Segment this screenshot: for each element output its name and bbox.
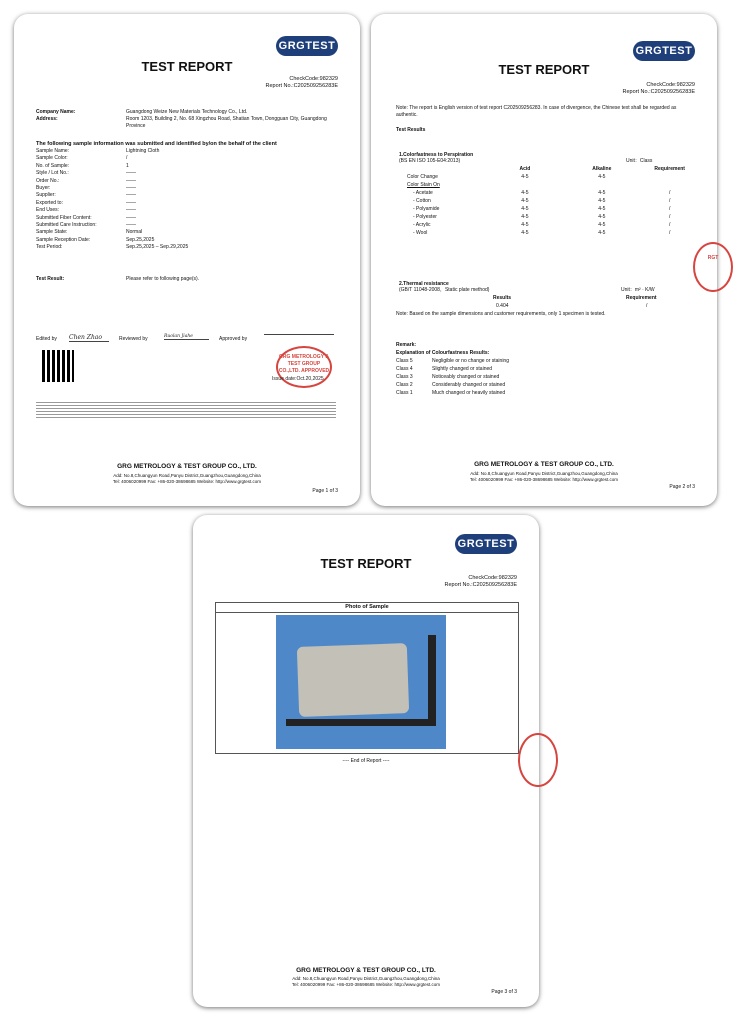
field-value: ——: [126, 222, 136, 228]
qr-code-icon: [42, 350, 74, 382]
colorfastness-table: [399, 165, 699, 237]
table-cell: /: [668, 190, 671, 196]
table-cell: [640, 181, 699, 189]
field-label: Submitted Care Instruction:: [36, 222, 97, 228]
report-page-2: [371, 14, 717, 506]
photo-of-sample-box: [215, 602, 519, 754]
table-cell: Color Stain On: [407, 182, 440, 188]
table-cell: 4-5: [521, 190, 529, 196]
page-seal-stamp: [518, 733, 558, 787]
column-header: Requirement: [654, 166, 685, 172]
footer-company: GRG METROLOGY & TEST GROUP CO., LTD.: [474, 461, 614, 468]
class-label: Class 2: [396, 382, 413, 388]
issue-date: Issue date:Oct.20,2025: [272, 376, 324, 382]
section1-standard: (BS EN ISO 105-E04:2013): [399, 158, 461, 164]
field-label: Exported to:: [36, 199, 63, 206]
table-cell: /: [668, 222, 671, 228]
table-cell: /: [668, 230, 671, 236]
table-row: [399, 205, 699, 213]
end-of-report: ---- End of Report ----: [342, 758, 390, 764]
report-number: Report No.:C202509256283E: [444, 582, 517, 588]
table-cell: 4-5: [598, 230, 606, 236]
sample-cloth: [297, 643, 409, 717]
table-cell: Color Change: [407, 174, 438, 180]
class-label: Class 3: [396, 374, 413, 380]
unit-thermal: Unit：m² · K/W: [621, 287, 655, 293]
thermal-result: 0.404: [496, 303, 509, 309]
table-row: [399, 197, 699, 205]
page-title: TEST REPORT: [498, 62, 590, 77]
report-page-1: [14, 14, 360, 506]
footer-company: GRG METROLOGY & TEST GROUP CO., LTD.: [117, 463, 257, 470]
table-row: [399, 173, 699, 181]
field-label: Sample Reception Date:: [36, 236, 91, 243]
approved-by-label: Approved by: [219, 336, 248, 342]
class-label: Class 4: [396, 366, 413, 372]
unit-class: Unit：Class: [626, 158, 653, 164]
thermal-requirement: /: [646, 303, 648, 309]
class-label: Class 5: [396, 358, 413, 364]
class-description: Negligible or no change or staining: [432, 358, 509, 364]
address-label: Address:: [36, 116, 58, 122]
sample-heading: The following sample information was submitted and identified by/on the behalf of the client: [36, 141, 277, 147]
class-description: Slightly changed or stained: [432, 366, 493, 372]
explanation-heading: Explanation of Colourfastness Results:: [396, 350, 490, 356]
table-cell: - Polyester: [413, 214, 437, 220]
table-cell: 4-5: [598, 190, 606, 196]
class-description: Noticeably changed or stained: [432, 374, 500, 380]
class-label: Class 1: [396, 390, 413, 396]
field-value: Sep.25,2025: [126, 236, 155, 243]
table-cell: [640, 173, 699, 181]
table-cell: 4-5: [598, 206, 606, 212]
table-cell: [563, 181, 640, 189]
remark-label: Remark:: [396, 342, 417, 348]
table-cell: 4-5: [598, 198, 606, 204]
field-value: ——: [126, 170, 136, 177]
table-cell: 4-5: [521, 198, 529, 204]
table-cell: 4-5: [521, 222, 529, 228]
table-row: [399, 189, 699, 197]
grgtest-logo: GRGTEST: [633, 41, 695, 61]
page-title: TEST REPORT: [141, 59, 233, 74]
company-value: Guangdong Weize New Materials Technology Co., Ltd.: [126, 109, 248, 115]
table-row: [399, 221, 699, 229]
field-value: /: [126, 155, 128, 162]
fine-print-disclaimer: [36, 402, 336, 418]
field-label: Sample State:: [36, 229, 68, 236]
footer-address: Add: No.8,Chuangyun Road,Panyu District,Guangzhou,Guangdong,China Tel: 4006020999 Fax: +86-020-38698685 Website: http://www.grgtest.com: [469, 471, 619, 482]
table-cell: - Acetate: [413, 190, 433, 196]
reviewed-by-label: Reviewed by: [119, 336, 148, 342]
table-row: [399, 181, 699, 189]
table-cell: 4-5: [521, 206, 529, 212]
footer-company: GRG METROLOGY & TEST GROUP CO., LTD.: [296, 967, 436, 974]
field-label: End Uses:: [36, 207, 60, 214]
table-cell: [487, 181, 564, 189]
field-label: Submitted Fiber Content:: [36, 214, 92, 221]
table-cell: 4-5: [598, 222, 606, 228]
section2-standard: (GB/T 11048-2008，Static plate method): [399, 287, 490, 293]
table-cell: /: [668, 214, 671, 220]
results-label: Results: [493, 295, 512, 301]
report-number: Report No.:C202509256283E: [622, 89, 695, 95]
reviewed-signature: Ruolan Jiahe: [164, 334, 209, 340]
section1-title: 1.Colorfastness to Perspiration: [399, 152, 474, 158]
field-value: Normal: [126, 229, 143, 236]
field-value: ——: [126, 185, 136, 191]
grgtest-logo: GRGTEST: [455, 534, 517, 554]
requirement-label: Requirement: [626, 295, 657, 301]
field-value: ——: [126, 192, 136, 199]
photo-title: Photo of Sample: [216, 603, 518, 613]
column-header: Acid: [519, 166, 531, 172]
field-label: Test Period:: [36, 244, 63, 251]
approved-signature-line: [264, 334, 334, 335]
field-label: Order No.:: [36, 177, 60, 184]
table-cell: 4-5: [598, 214, 606, 220]
field-label: No. of Sample:: [36, 162, 70, 169]
address-value: Room 1203, Building 2, No. 68 Xingzhou Road, Shatian Town, Dongguan City, Guangdong Province: [126, 116, 327, 129]
company-label: Company Name:: [36, 109, 76, 115]
edited-signature: Chen Zhao: [69, 334, 109, 342]
field-label: Sample Color:: [36, 155, 68, 162]
table-row: [399, 213, 699, 221]
report-meta: [623, 82, 695, 96]
page-seal-stamp: RGT: [693, 242, 733, 292]
table-cell: - Cotton: [413, 198, 431, 204]
thermal-note: Note: Based on the sample dimensions and customer requirements, only 1 specimen is tested.: [396, 311, 606, 317]
report-meta: [266, 76, 338, 90]
edited-by-label: Edited by: [36, 336, 57, 342]
report-page-3: [193, 515, 539, 1007]
field-value: Lightning Cloth: [126, 148, 160, 154]
test-result-label: Test Result:: [36, 276, 65, 282]
field-value: ——: [126, 177, 136, 184]
ruler-horizontal: [286, 719, 436, 726]
language-note: Note: The report is English version of test report C202509256283. In case of divergence, the Chinese text shall be regarded as authentic.: [396, 105, 677, 118]
field-value: 1: [126, 162, 129, 169]
grgtest-logo: GRGTEST: [276, 36, 338, 56]
footer-address: Add: No.8,Chuangyun Road,Panyu District,Guangzhou,Guangdong,China Tel: 4006020999 Fax: +86-020-38698685 Website: http://www.grgtest.com: [112, 473, 262, 484]
page-number: Page 3 of 3: [491, 989, 517, 995]
table-row: [399, 229, 699, 237]
check-code: CheckCode:982329: [468, 575, 517, 581]
page-number: Page 2 of 3: [669, 484, 695, 490]
page-title: TEST REPORT: [320, 556, 412, 571]
table-cell: 4-5: [521, 174, 529, 180]
field-value: ——: [126, 214, 136, 221]
test-result-value: Please refer to following page(s).: [126, 276, 200, 282]
table-cell: - Acrylic: [413, 222, 431, 228]
section2-title: 2.Thermal resistance: [399, 281, 449, 287]
table-cell: 4-5: [598, 174, 606, 180]
table-cell: - Wool: [413, 230, 428, 236]
report-number: Report No.:C202509256283E: [265, 83, 338, 89]
test-results-heading: Test Results: [396, 127, 426, 133]
field-label: Sample Name:: [36, 148, 70, 154]
field-value: ——: [126, 207, 136, 214]
sample-photo: [276, 615, 446, 749]
table-cell: /: [668, 206, 671, 212]
column-header: [399, 165, 487, 173]
field-label: Style / Lot No.:: [36, 170, 69, 177]
page-number: Page 1 of 3: [312, 488, 338, 494]
ruler-vertical: [428, 635, 436, 725]
field-label: Buyer:: [36, 185, 51, 191]
table-cell: /: [668, 198, 671, 204]
table-cell: - Polyamide: [413, 206, 440, 212]
footer-address: Add: No.8,Chuangyun Road,Panyu District,Guangzhou,Guangdong,China Tel: 4006020999 Fax: +86-020-38698685 Website: http://www.grgtest.com: [291, 976, 441, 987]
field-value: Sep.25,2025 – Sep.29,2025: [126, 244, 189, 251]
table-header: [399, 165, 699, 173]
check-code: CheckCode:982329: [646, 82, 695, 88]
field-label: Supplier:: [36, 192, 56, 199]
table-cell: 4-5: [521, 214, 529, 220]
class-description: Considerably changed or stained: [432, 382, 506, 388]
class-description: Much changed or heavily stained: [432, 390, 506, 396]
report-meta: [445, 575, 517, 589]
check-code: CheckCode:982329: [289, 76, 338, 82]
table-cell: 4-5: [521, 230, 529, 236]
column-header: Alkaline: [592, 166, 612, 172]
field-value: ——: [126, 199, 136, 206]
approval-stamp: GRG METROLOGY & TEST GROUP CO.,LTD. APPROVED: [276, 346, 332, 388]
